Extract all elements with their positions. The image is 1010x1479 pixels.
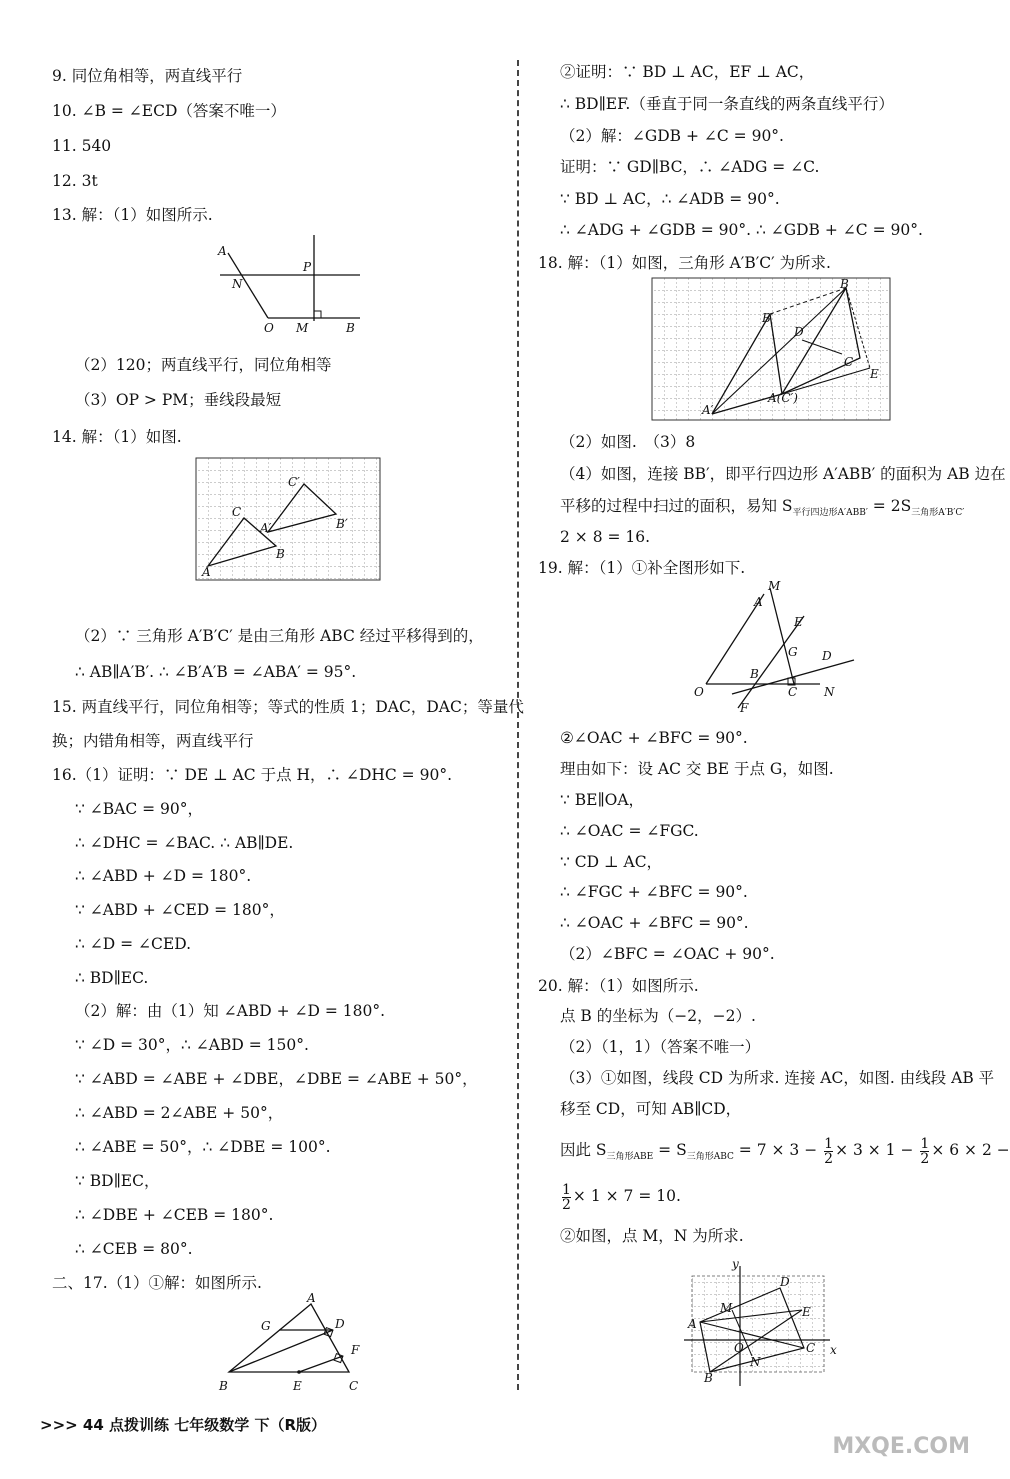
- label-N: N: [232, 277, 243, 291]
- diagram-18: [652, 278, 892, 424]
- label-B-prime: B′: [762, 311, 774, 325]
- label-C: C: [788, 685, 798, 699]
- answer-13-3: （3）OP > PM；垂线段最短: [75, 391, 282, 409]
- label-B: B: [346, 321, 355, 335]
- label-A: A: [307, 1291, 316, 1305]
- answer-16-l14: ∴ ∠DBE + ∠CEB = 180°.: [75, 1206, 274, 1224]
- answer-17-5: ∵ BD ⊥ AC，∴ ∠ADB = 90°.: [560, 190, 780, 208]
- label-D: D: [794, 325, 804, 339]
- answer-14: 14. 解：（1）如图.: [52, 428, 182, 446]
- label-M: M: [720, 1301, 733, 1315]
- answer-17-3: （2）解：∠GDB + ∠C = 90°.: [560, 127, 784, 145]
- label-P: P: [303, 260, 312, 274]
- label-D: D: [822, 649, 832, 663]
- answer-14-2a: （2）∵ 三角形 A′B′C′ 是由三角形 ABC 经过平移得到的，: [75, 627, 484, 645]
- answer-17: 二、17.（1）①解：如图所示.: [52, 1274, 262, 1292]
- answer-10: 10. ∠B = ∠ECD（答案不唯一）: [52, 102, 286, 120]
- page-footer: >>> 44 点拨训练 七年级数学 下（R版）: [40, 1416, 327, 1434]
- answer-20-3: （2）（1，1）（答案不唯一）: [560, 1038, 761, 1056]
- answer-15b: 换；内错角相等，两直线平行: [52, 732, 254, 750]
- label-C-prime: C′: [288, 475, 300, 489]
- answer-20-4: （3）①如图，线段 CD 为所求. 连接 AC，如图. 由线段 AB 平: [560, 1069, 995, 1087]
- answer-16-l9: ∵ ∠D = 30°，∴ ∠ABD = 150°.: [75, 1036, 309, 1054]
- label-M: M: [296, 321, 309, 335]
- watermark: MXQE.COM: [832, 1434, 970, 1459]
- answer-18-4c: 2 × 8 = 16.: [560, 528, 651, 546]
- answer-16-l8: （2）解：由（1）知 ∠ABD + ∠D = 180°.: [75, 1002, 386, 1020]
- label-E: E: [802, 1305, 811, 1319]
- answer-16-l6: ∴ ∠D = ∠CED.: [75, 935, 192, 953]
- label-A: A: [218, 244, 227, 258]
- answer-16-l12: ∴ ∠ABE = 50°，∴ ∠DBE = 100°.: [75, 1138, 331, 1156]
- label-A: A: [754, 595, 763, 609]
- label-C: C: [349, 1379, 359, 1393]
- label-A-prime: A′: [260, 521, 272, 535]
- label-A-prime: A′: [702, 403, 714, 417]
- label-D: D: [780, 1275, 790, 1289]
- column-divider: [517, 60, 519, 1390]
- answer-20-7: $\frac{1}{2}$ × 1 × 7 = 10.: [562, 1181, 681, 1213]
- label-B: B: [219, 1379, 228, 1393]
- label-F: F: [351, 1343, 360, 1357]
- answer-17-2b: ∴ BD∥EF.（垂直于同一条直线的两条直线平行）: [560, 95, 894, 113]
- answer-18: 18. 解：（1）如图，三角形 A′B′C′ 为所求.: [538, 254, 831, 272]
- answer-19-2: ②∠OAC + ∠BFC = 90°.: [560, 729, 748, 747]
- answer-17-6: ∴ ∠ADG + ∠GDB = 90°. ∴ ∠GDB + ∠C = 90°.: [560, 221, 923, 239]
- answer-19-9: （2）∠BFC = ∠OAC + 90°.: [560, 945, 775, 963]
- diagram-20: [680, 1258, 840, 1388]
- answer-18-4: （4）如图，连接 BB′，即平行四边形 A′ABB′ 的面积为 AB 边在: [560, 465, 1006, 483]
- answer-13: 13. 解：（1）如图所示.: [52, 206, 213, 224]
- label-B: B: [840, 277, 849, 291]
- answer-16-l4: ∴ ∠ABD + ∠D = 180°.: [75, 867, 252, 885]
- answer-16-l5: ∵ ∠ABD + ∠CED = 180°，: [75, 901, 285, 919]
- answer-15a: 15. 两直线平行，同位角相等；等式的性质 1；DAC，DAC；等量代: [52, 698, 524, 716]
- label-B: B: [704, 1371, 713, 1385]
- answer-16-l10: ∵ ∠ABD = ∠ABE + ∠DBE，∠DBE = ∠ABE + 50°，: [75, 1070, 478, 1088]
- diagram-14: [196, 458, 382, 582]
- answer-14-2b: ∴ AB∥A′B′. ∴ ∠B′A′B = ∠ABA′ = 95°.: [75, 663, 357, 681]
- answer-12: 12. 3t: [52, 172, 98, 190]
- answer-16: 16.（1）证明：∵ DE ⊥ AC 于点 H，∴ ∠DHC = 90°.: [52, 766, 452, 784]
- answer-19-8: ∴ ∠OAC + ∠BFC = 90°.: [560, 914, 749, 932]
- answer-11: 11. 540: [52, 137, 112, 155]
- answer-13-2: （2）120；两直线平行，同位角相等: [75, 356, 332, 374]
- answer-16-l2: ∵ ∠BAC = 90°，: [75, 800, 204, 818]
- label-G: G: [261, 1319, 271, 1333]
- label-N: N: [750, 1355, 761, 1369]
- answer-17-4: 证明：∵ GD∥BC，∴ ∠ADG = ∠C.: [560, 158, 820, 176]
- answer-16-l13: ∵ BD∥EC，: [75, 1172, 160, 1190]
- answer-16-l15: ∴ ∠CEB = 80°.: [75, 1240, 193, 1258]
- answer-19-7: ∴ ∠FGC + ∠BFC = 90°.: [560, 883, 748, 901]
- label-E: E: [794, 615, 803, 629]
- answer-16-l3: ∴ ∠DHC = ∠BAC. ∴ AB∥DE.: [75, 834, 294, 852]
- answer-9: 9. 同位角相等，两直线平行: [52, 67, 243, 85]
- answer-20: 20. 解：（1）如图所示.: [538, 977, 699, 995]
- label-B: B: [750, 667, 759, 681]
- label-A: A: [202, 565, 211, 579]
- answer-16-l7: ∴ BD∥EC.: [75, 969, 149, 987]
- label-B-prime: B′: [336, 517, 348, 531]
- label-y: y: [732, 1257, 739, 1271]
- label-C: C: [806, 1341, 816, 1355]
- answer-19-6: ∵ CD ⊥ AC，: [560, 853, 663, 871]
- diagram-17: [215, 1291, 365, 1398]
- answer-17-2: ②证明：∵ BD ⊥ AC，EF ⊥ AC，: [560, 63, 815, 81]
- label-D: D: [335, 1317, 345, 1331]
- label-C: C: [844, 355, 854, 369]
- label-B: B: [276, 547, 285, 561]
- answer-16-l11: ∴ ∠ABD = 2∠ABE + 50°，: [75, 1104, 284, 1122]
- answer-19: 19. 解：（1）①补全图形如下.: [538, 559, 746, 577]
- answer-18-4b: 平移的过程中扫过的面积，易知 $S_{平行四边形A'ABB'} = 2S_{三角形A'B'C'}$: [560, 497, 965, 519]
- answer-20-5: 移至 CD，可知 AB∥CD，: [560, 1100, 742, 1118]
- label-O: O: [734, 1341, 744, 1355]
- label-E: E: [293, 1379, 302, 1393]
- label-M: M: [768, 579, 781, 593]
- label-x: x: [830, 1343, 837, 1357]
- diagram-13: [210, 235, 370, 335]
- answer-20-2: 点 B 的坐标为（−2，−2）.: [560, 1007, 756, 1025]
- label-F: F: [740, 701, 749, 715]
- label-N: N: [824, 685, 835, 699]
- answer-20-6: 因此 $S_{三角形ABE} = S_{三角形ABC} = 7 \times 3$ − $\frac{1}{2}$ × 3 × 1 − $\frac{1}{2}$ × 6 × 2 −: [560, 1135, 1010, 1167]
- answer-20-8: ②如图，点 M，N 为所求.: [560, 1227, 744, 1245]
- label-A: A: [688, 1317, 697, 1331]
- label-E: E: [870, 367, 879, 381]
- label-O: O: [264, 321, 274, 335]
- label-O: O: [694, 685, 704, 699]
- diagram-19: [690, 579, 860, 715]
- label-A-C-prime: A(C′): [768, 391, 798, 405]
- label-G: G: [788, 645, 798, 659]
- answer-19-5: ∴ ∠OAC = ∠FGC.: [560, 822, 699, 840]
- label-C: C: [232, 505, 242, 519]
- answer-19-4: ∵ BE∥OA，: [560, 791, 645, 809]
- answer-18-2: （2）如图. （3）8: [560, 433, 696, 451]
- answer-19-3: 理由如下：设 AC 交 BE 于点 G，如图.: [560, 760, 834, 778]
